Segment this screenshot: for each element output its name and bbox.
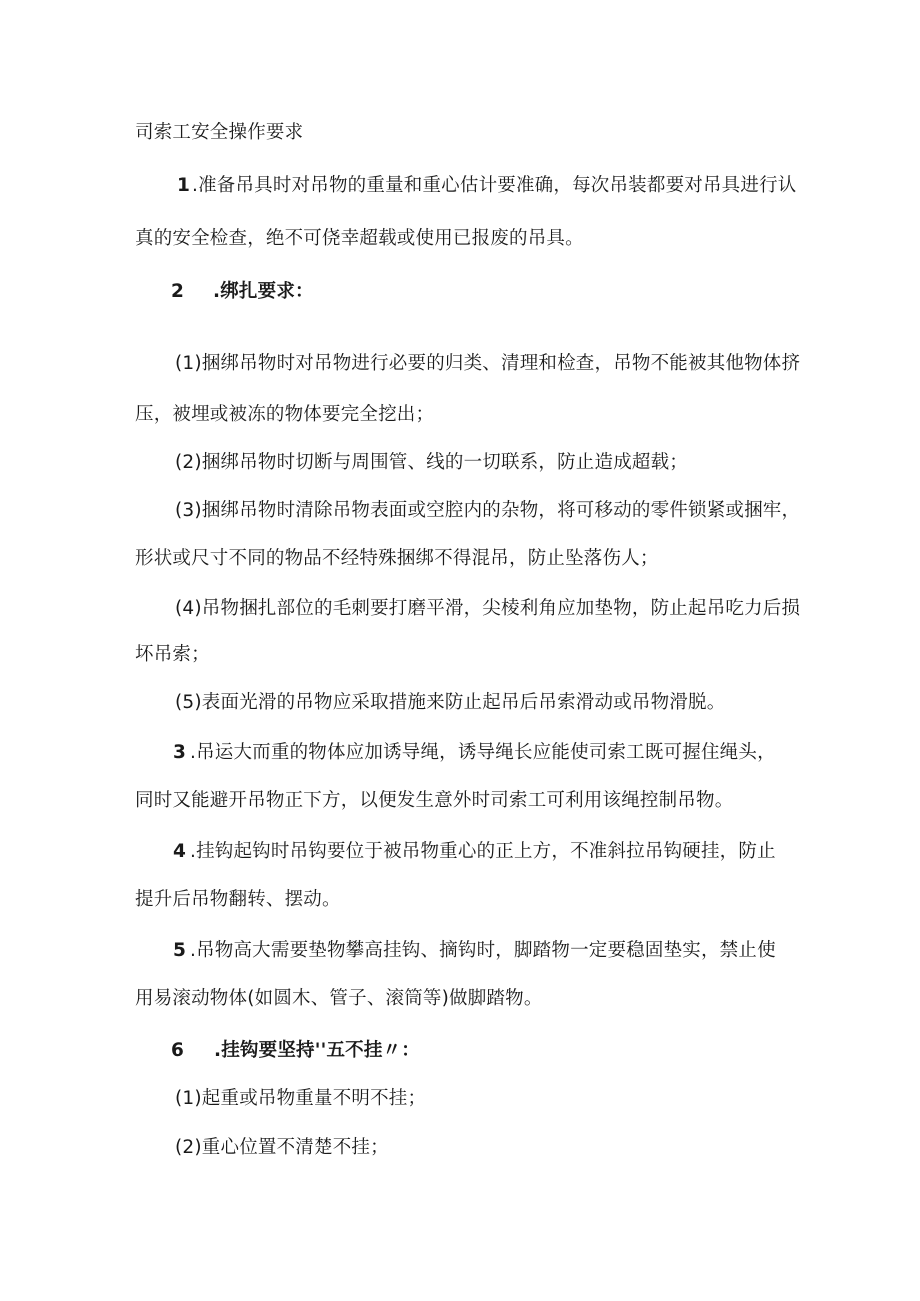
item-6-number: 6: [171, 1040, 184, 1061]
item-3-number: 3: [173, 742, 186, 763]
document-title: 司索工安全操作要求: [135, 122, 304, 143]
item-2-sub-5: (5)表面光滑的吊物应采取措施来防止起吊后吊索滑动或吊物滑脱。: [175, 692, 726, 713]
item-6-heading: .挂钩要坚持''五不挂〃：: [214, 1040, 420, 1061]
item-2-sub-4-line-1: (4)吊物捆扎部位的毛刺要打磨平滑，尖棱利角应加垫物，防止起吊吃力后损: [175, 598, 801, 619]
item-5-line-1: .吊物高大需要垫物攀高挂钩、摘钩时，脚踏物一定要稳固垫实，禁止使: [190, 940, 776, 961]
item-2-sub-4-line-2: 坏吊索；: [135, 644, 210, 665]
item-2-sub-2: (2)捆绑吊物时切断与周围管、线的一切联系，防止造成超载；: [175, 452, 689, 473]
item-4-line-2: 提升后吊物翻转、摆动。: [135, 889, 341, 910]
item-2-sub-1-line-1: (1)捆绑吊物时对吊物进行必要的归类、清理和检查，吊物不能被其他物体挤: [175, 353, 801, 374]
item-6-sub-2: (2)重心位置不清楚不挂；: [175, 1137, 389, 1158]
item-2-sub-3-line-1: (3)捆绑吊物时清除吊物表面或空腔内的杂物，将可移动的零件锁紧或捆牢，: [175, 500, 801, 521]
item-3-line-1: .吊运大而重的物体应加诱导绳，诱导绳长应能使司索工既可握住绳头，: [190, 742, 776, 763]
item-4-number: 4: [173, 841, 186, 862]
item-2-number: 2: [171, 281, 184, 302]
item-1-line-1: .准备吊具时对吊物的重量和重心估计要准确，每次吊装都要对吊具进行认: [192, 175, 797, 196]
item-4-line-1: .挂钩起钩时吊钩要位于被吊物重心的正上方，不准斜拉吊钩硬挂，防止: [190, 841, 776, 862]
item-2-heading: .绑扎要求：: [213, 281, 314, 302]
item-2-sub-3-line-2: 形状或尺寸不同的物品不经特殊捆绑不得混吊，防止坠落伤人；: [135, 548, 659, 569]
item-6-sub-1: (1)起重或吊物重量不明不挂；: [175, 1088, 427, 1109]
item-2-sub-1-line-2: 压，被埋或被冻的物体要完全挖出；: [135, 404, 435, 425]
item-1-number: 1: [177, 175, 190, 196]
item-3-line-2: 同时又能避开吊物正下方，以便发生意外时司索工可利用该绳控制吊物。: [135, 790, 734, 811]
item-1-line-2: 真的安全检查，绝不可侥幸超载或使用已报废的吊具。: [135, 228, 584, 249]
item-5-line-2: 用易滚动物体(如圆木、管子、滚筒等)做脚踏物。: [135, 988, 543, 1009]
item-5-number: 5: [173, 940, 186, 961]
